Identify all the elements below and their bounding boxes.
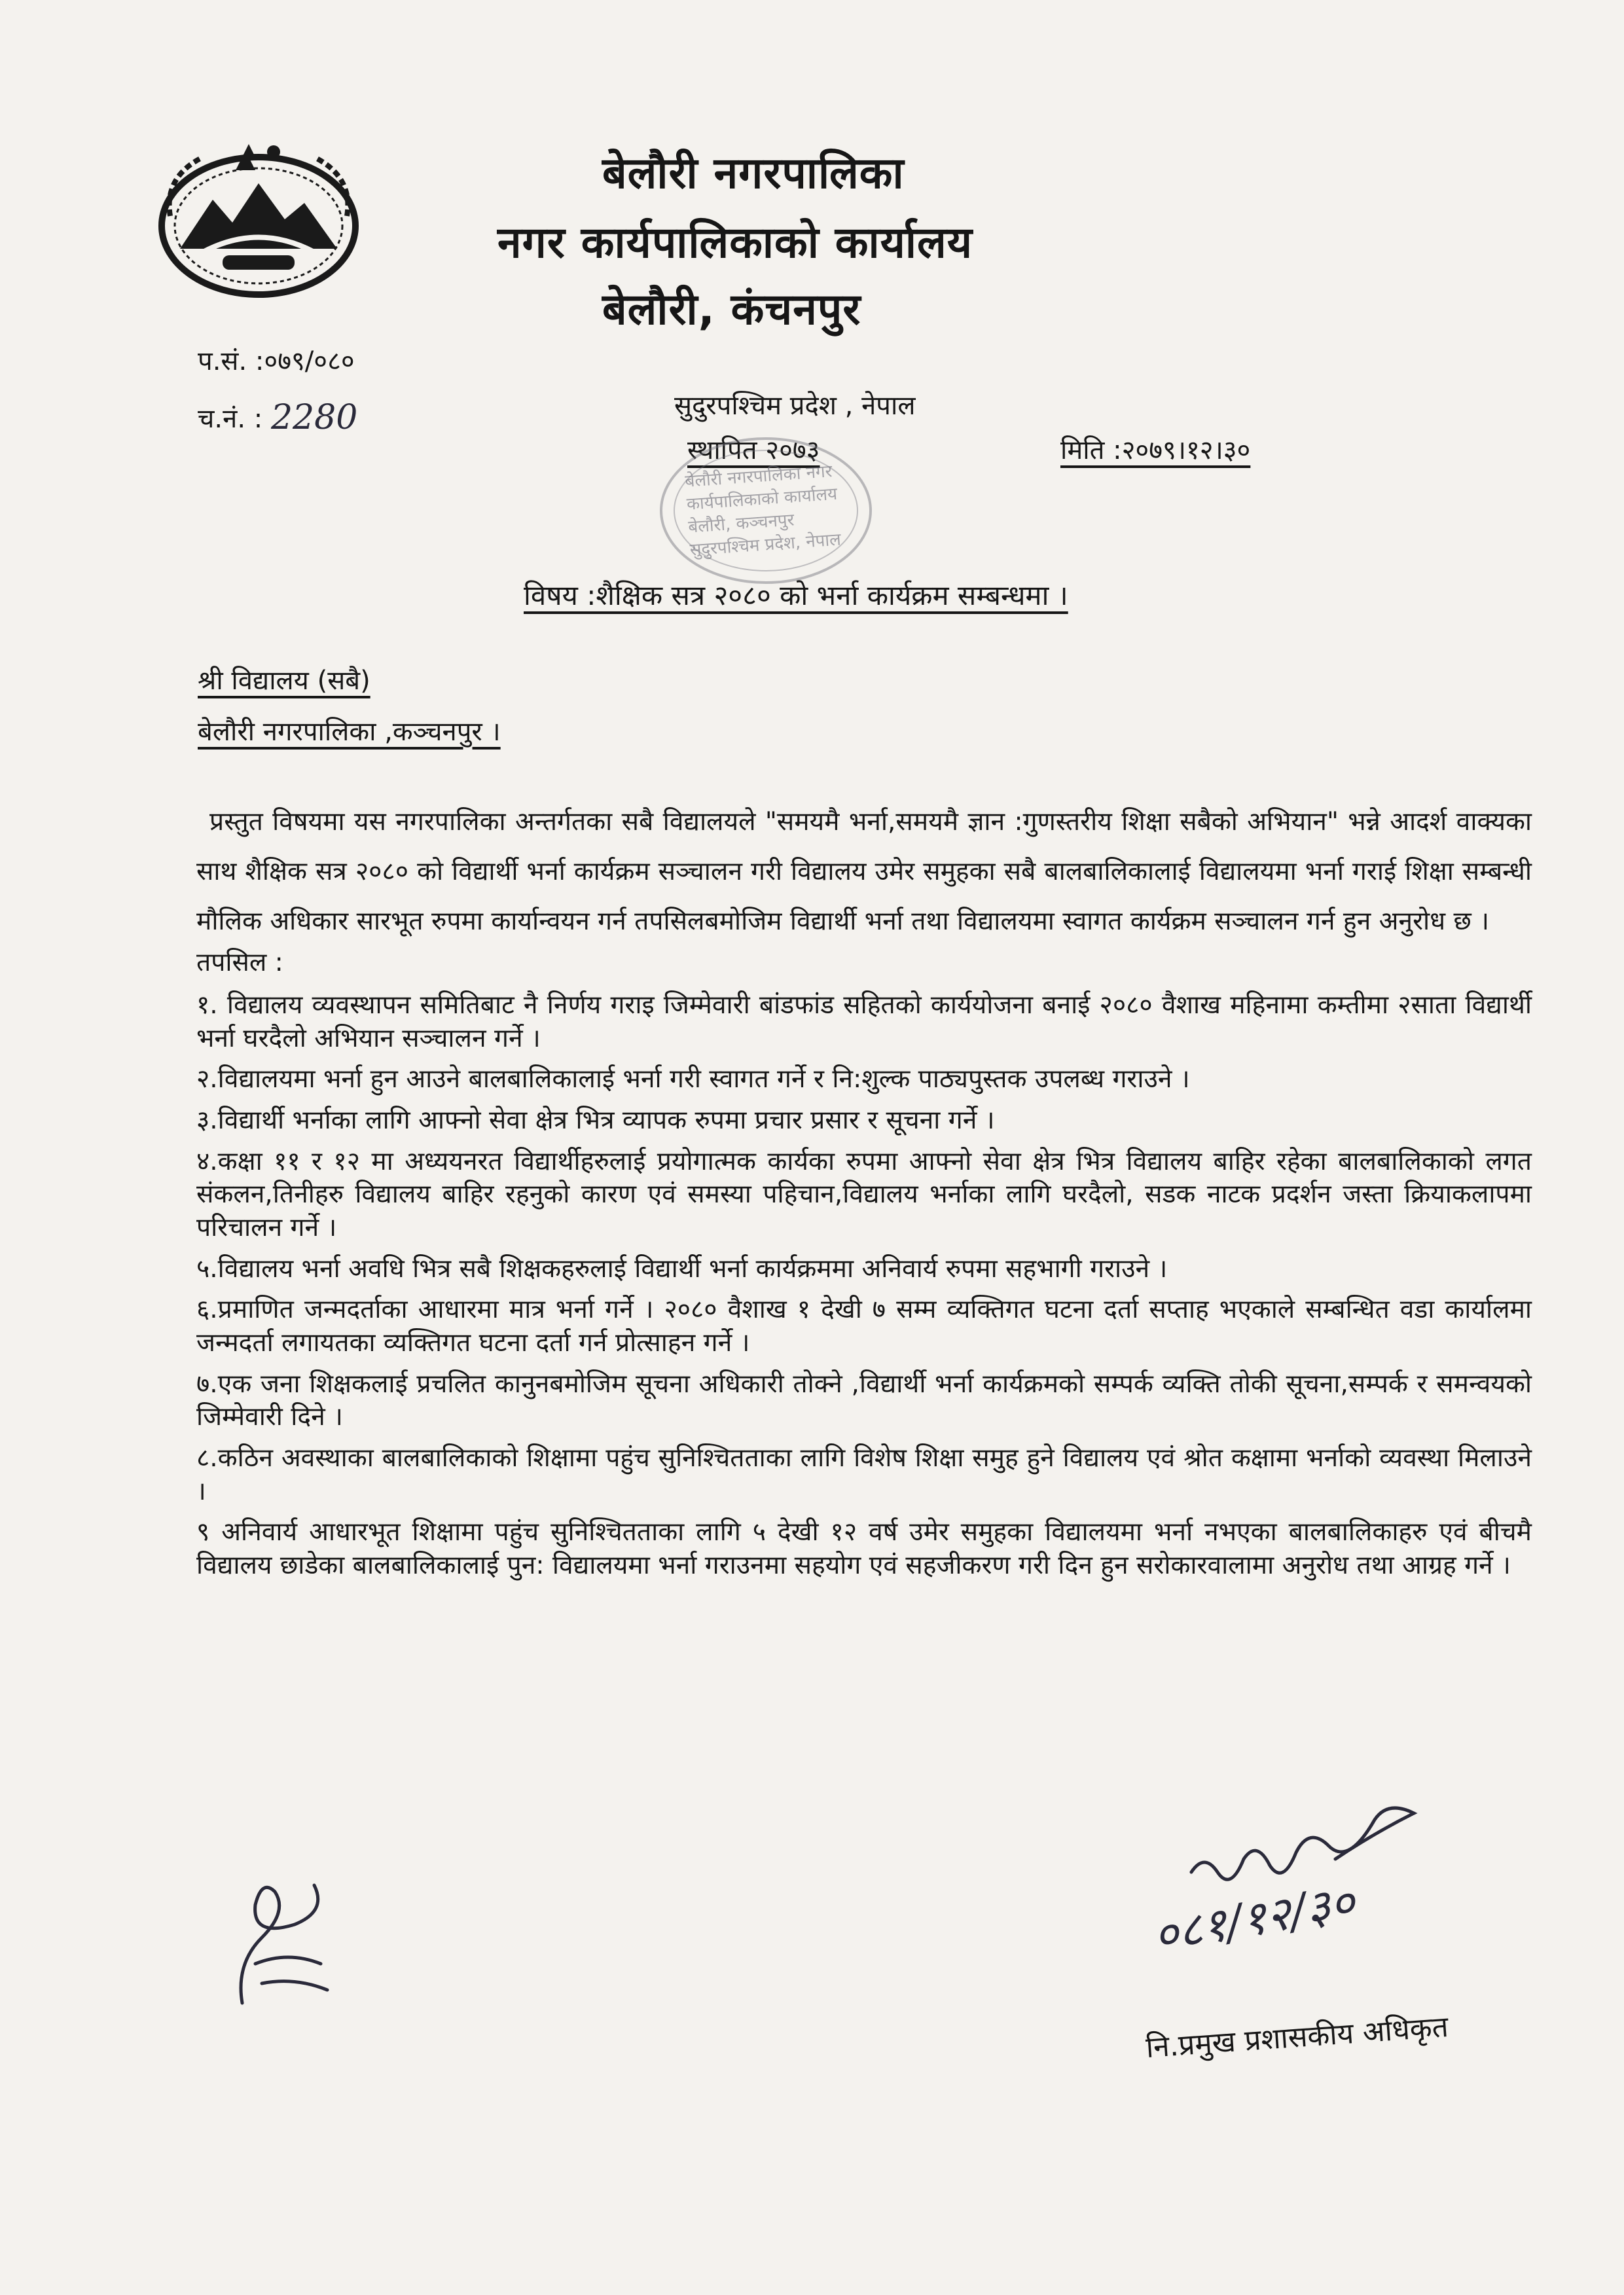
recipient-line-2: बेलौरी नगरपालिका ,कञ्चनपुर । [198,717,501,747]
signature-date-handwritten: ०८१/१२/३० [1149,1873,1359,1964]
list-item-1: १. विद्यालय व्यवस्थापन समितिबाट नै निर्णय गराइ जिम्मेवारी बांडफांड सहितको कार्ययोजना बनाई २०८० वैशाख महिनामा कम्तीमा २साता विद्यार्थी भर्ना घरदैलो अभियान सञ्चालन गर्ने । [196,990,1532,1053]
dispatch-number [198,398,358,437]
dispatch-label: च.नं. : [198,404,263,434]
initials-signature [216,1866,347,2016]
intro-paragraph: प्रस्तुत विषयमा यस नगरपालिका अन्तर्गतका सबै विद्यालयले "समयमै भर्ना,समयमै ज्ञान :गुणस्तरीय शिक्षा सबैको अभियान" भन्ने आदर्श वाक्यका साथ शैक्षिक सत्र २०८० को विद्यार्थी भर्ना कार्यक्रम सञ्चालन गरी विद्यालय उमेर समुहका सबै बालबालिकालाई विद्यालयमा भर्ना गराई शिक्षा सम्बन्धी मौलिक अधिकार सारभूत रुपमा कार्यान्वयन गर्न तपसिलबमोजिम विद्यार्थी भर्ना तथा विद्यालयमा स्वागत कार्यक्रम सञ्चालन गर्न हुन अनुरोध छ । [196,807,1532,937]
list-item-2: २.विद्यालयमा भर्ना हुन आउने बालबालिकालाई भर्ना गरी स्वागत गर्ने र नि:शुल्क पाठ्यपुस्तक उपलब्ध गराउने । [196,1064,1190,1094]
list-item-6: ६.प्रमाणित जन्मदर्ताका आधारमा मात्र भर्ना गर्ने । २०८० वैशाख १ देखी ७ सम्म व्यक्तिगत घटना दर्ता सप्ताह भएकाले सम्बन्धित वडा कार्यालमा जन्मदर्ता लगायतका व्यक्तिगत घटना दर्ता गर्न प्रोत्साहन गर्ने । [196,1295,1532,1358]
letterhead-municipality: बेलौरी नगरपालिका [602,148,905,198]
letterhead-address: बेलौरी, कंचनपुर [602,284,861,334]
recipient-line-1: श्री विद्यालय (सबै) [198,666,370,696]
province-line: सुदुरपश्चिम प्रदेश , नेपाल [674,391,916,421]
letter-body [196,797,1532,1583]
dispatch-value-handwritten: 2280 [270,398,358,437]
list-item-4: ४.कक्षा ११ र १२ मा अध्ययनरत विद्यार्थीहरुलाई प्रयोगात्मक कार्यका रुपमा आफ्नो सेवा क्षेत्र भित्र विद्यालय बाहिर रहेका बालबालिकाको लगत संकलन,तिनीहरु विद्यालय बाहिर रहनुको कारण एवं समस्या पहिचान,विद्यालय भर्नाका लागि घरदैलो, सडक नाटक प्रदर्शन जस्ता क्रियाकलापमा परिचालन गर्ने । [196,1146,1532,1242]
list-item-9: ९ अनिवार्य आधारभूत शिक्षामा पहुंच सुनिश्चितताका लागि ५ देखी १२ वर्ष उमेर समुहका विद्यालयमा भर्ना नभएका बालबालिकाहरु एवं बीचमै विद्यालय छाडेका बालबालिकालाई पुन: विद्यालयमा भर्ना गराउनमा सहयोग एवं सहजीकरण गरी दिन हुन सरोकारवालामा अनुरोध तथा आग्रह गर्ने । [196,1517,1532,1581]
government-emblem [157,137,360,301]
date-line: मिति :२०७९।१२।३० [1060,435,1251,465]
letterhead-office: नगर कार्यपालिकाको कार्यालय [497,217,973,268]
list-item-7: ७.एक जना शिक्षकलाई प्रचलित कानुनबमोजिम सूचना अधिकारी तोक्ने ,विद्यार्थी भर्ना कार्यक्रमको सम्पर्क व्यक्ति तोकी सूचना,सम्पर्क र समन्वयको जिम्मेवारी दिने । [196,1369,1532,1432]
list-item-5: ५.विद्यालय भर्ना अवधि भित्र सबै शिक्षकहरुलाई विद्यार्थी भर्ना कार्यक्रममा अनिवार्य रुपमा सहभागी गराउने । [196,1254,1168,1284]
office-stamp-text: बेलौरी नगरपालिका नगर कार्यपालिकाको कार्यालय बेलौरी, कञ्चनपुर सुदुरपश्चिम प्रदेश, नेपाल [684,461,842,560]
established-line: स्थापित २०७३ [687,435,820,465]
officer-designation: नि.प्रमुख प्रशासकीय अधिकृत [1144,2010,1450,2065]
reference-label: प.सं. [198,346,247,376]
subject-line: विषय :शैक्षिक सत्र २०८० को भर्ना कार्यक्रम सम्बन्धमा । [524,579,1068,611]
reference-number [198,348,355,374]
list-item-8: ८.कठिन अवस्थाका बालबालिकाको शिक्षामा पहुंच सुनिश्चितताका लागि विशेष शिक्षा समुह हुने विद्यालय एवं श्रोत कक्षामा भर्नाको व्यवस्था मिलाउने । [196,1443,1532,1506]
tapasil-label: तपसिल : [196,948,283,978]
reference-value: :०७९/०८० [255,346,355,376]
list-item-3: ३.विद्यार्थी भर्नाका लागि आफ्नो सेवा क्षेत्र भित्र व्यापक रुपमा प्रचार प्रसार र सूचना गर्ने । [196,1105,995,1135]
